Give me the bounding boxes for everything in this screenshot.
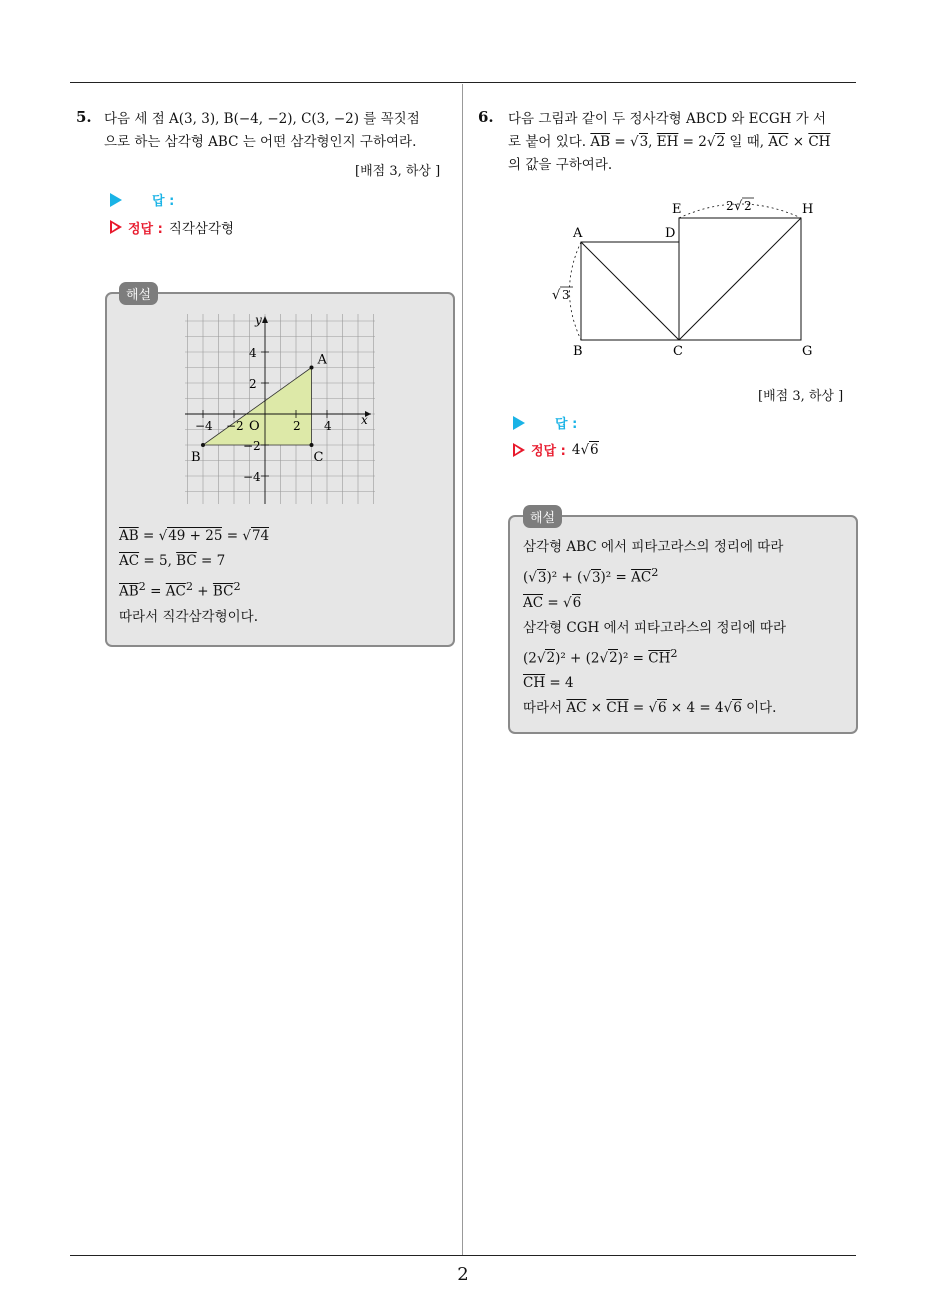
problem-6-line3: 의 값을 구하여라.	[508, 157, 613, 173]
label-C: C	[673, 344, 683, 359]
x-tick-label: 2	[293, 419, 301, 433]
squares-figure	[548, 195, 828, 365]
top-rule	[70, 82, 856, 83]
problem-6-answer-row	[513, 413, 577, 432]
label-D: D	[665, 226, 676, 241]
origin-label: O	[249, 419, 260, 434]
y-tick-label: 4	[249, 346, 257, 360]
problem-6-number: 6.	[478, 108, 494, 126]
problem-5-line1: 다음 세 점 A(3, 3), B(−4, −2), C(3, −2) 를 꼭짓점	[104, 111, 420, 127]
coordinate-graph	[185, 314, 375, 504]
problem-5-answer-row	[110, 190, 174, 209]
x-tick-label: −4	[195, 419, 213, 433]
svg-text:√: √	[552, 288, 561, 303]
problem-5-line2: 으로 하는 삼각형 ABC 는 어떤 삼각형인지 구하여라.	[104, 134, 417, 150]
point-B	[201, 443, 205, 447]
label-E: E	[672, 202, 682, 217]
label-G: G	[802, 344, 813, 359]
point-label-B: B	[191, 450, 201, 465]
answer-arrow-icon	[110, 193, 122, 207]
y-tick-label: −2	[243, 439, 261, 453]
y-axis-arrow	[262, 316, 268, 323]
problem-6-correct-row	[513, 440, 599, 459]
problem-5-points: [배점 3, 하상 ]	[355, 164, 441, 179]
problem-6-text	[508, 108, 860, 177]
problem-5-solution-lines	[119, 524, 269, 630]
point-label-C: C	[313, 450, 324, 465]
problem-5-solution-box	[105, 292, 455, 647]
x-tick-label: −2	[226, 419, 244, 433]
problem-6-solution-tag: 해설	[523, 505, 562, 528]
problem-5-solution-tag: 해설	[119, 282, 158, 305]
correct-value: 4√6	[571, 441, 599, 458]
problem-6-line1: 다음 그림과 같이 두 정사각형 ABCD 와 ECGH 가 서	[508, 111, 827, 127]
page-number: 2	[457, 1264, 469, 1285]
y-tick-label: −4	[243, 470, 261, 484]
y-tick-label: 2	[249, 377, 257, 391]
correct-arrow-icon	[513, 443, 525, 457]
sol6-line7: 따라서 $\overline{AC} \times \overline{CH} = √6 \times 4 = 4√6$ 이다.	[523, 700, 777, 716]
problem-5-correct-row	[110, 217, 234, 237]
problem-5-number: 5.	[76, 108, 92, 126]
x-tick-label: 4	[324, 419, 332, 433]
sol6-line4: 삼각형 CGH 에서 피타고라스의 정리에 따라	[523, 619, 786, 636]
sol6-line5: $(2√2)^2 + (2√2)^2 = \overline{CH}^2$	[523, 646, 678, 666]
sol5-line3: $\overline{AB}^2 = \overline{AC}^2 + \overline{BC}^2$	[119, 580, 241, 600]
side-ab-value: 3	[562, 288, 570, 302]
sol5-line2: $\overline{AC} = 5$, $\overline{BC} = 7$	[119, 553, 226, 569]
problem-6-solution-box	[508, 515, 858, 734]
problem-5-text	[104, 108, 456, 154]
sol5-line4: 따라서 직각삼각형이다.	[119, 608, 258, 625]
sol6-line6: $\overline{CH} = 4$	[523, 675, 574, 691]
answer-arrow-icon	[513, 416, 525, 430]
label-A: A	[573, 226, 583, 241]
x-axis-label: x	[361, 413, 368, 427]
correct-label: 정답 :	[128, 221, 163, 237]
side-eh-value: 2	[744, 199, 752, 213]
sol6-line2: $(√3)^2 + (√3)^2 = \overline{AC}^2$	[523, 566, 659, 586]
svg-text:√: √	[734, 199, 743, 214]
side-eh-coef: 2	[726, 199, 734, 213]
point-label-A: A	[317, 352, 327, 368]
problem-6-line2: 로 붙어 있다. $\overline{AB} = √3$, $\overline{EH} = 2√2$ 일 때, $\overline{AC} \times \overline{CH}$	[508, 134, 831, 150]
problem-6-solution-lines	[523, 535, 786, 721]
correct-value: 직각삼각형	[168, 221, 235, 237]
bottom-rule	[70, 1255, 856, 1256]
correct-arrow-icon	[110, 220, 122, 234]
label-H: H	[802, 202, 814, 217]
sol5-line1: $\overline{AB} = √49 + 25 = √74$	[119, 528, 270, 544]
point-C	[310, 443, 314, 447]
point-A	[310, 366, 314, 370]
sol6-line3: $\overline{AC} = √6$	[523, 594, 582, 611]
answer-label: 답 :	[152, 194, 175, 209]
label-B: B	[573, 344, 583, 359]
problem-6-points: [배점 3, 하상 ]	[758, 389, 844, 404]
answer-label: 답 :	[555, 417, 578, 432]
y-axis-label: y	[255, 314, 262, 327]
column-divider	[462, 84, 463, 1256]
sol6-line1: 삼각형 ABC 에서 피타고라스의 정리에 따라	[523, 539, 784, 555]
correct-label: 정답 :	[531, 444, 566, 459]
